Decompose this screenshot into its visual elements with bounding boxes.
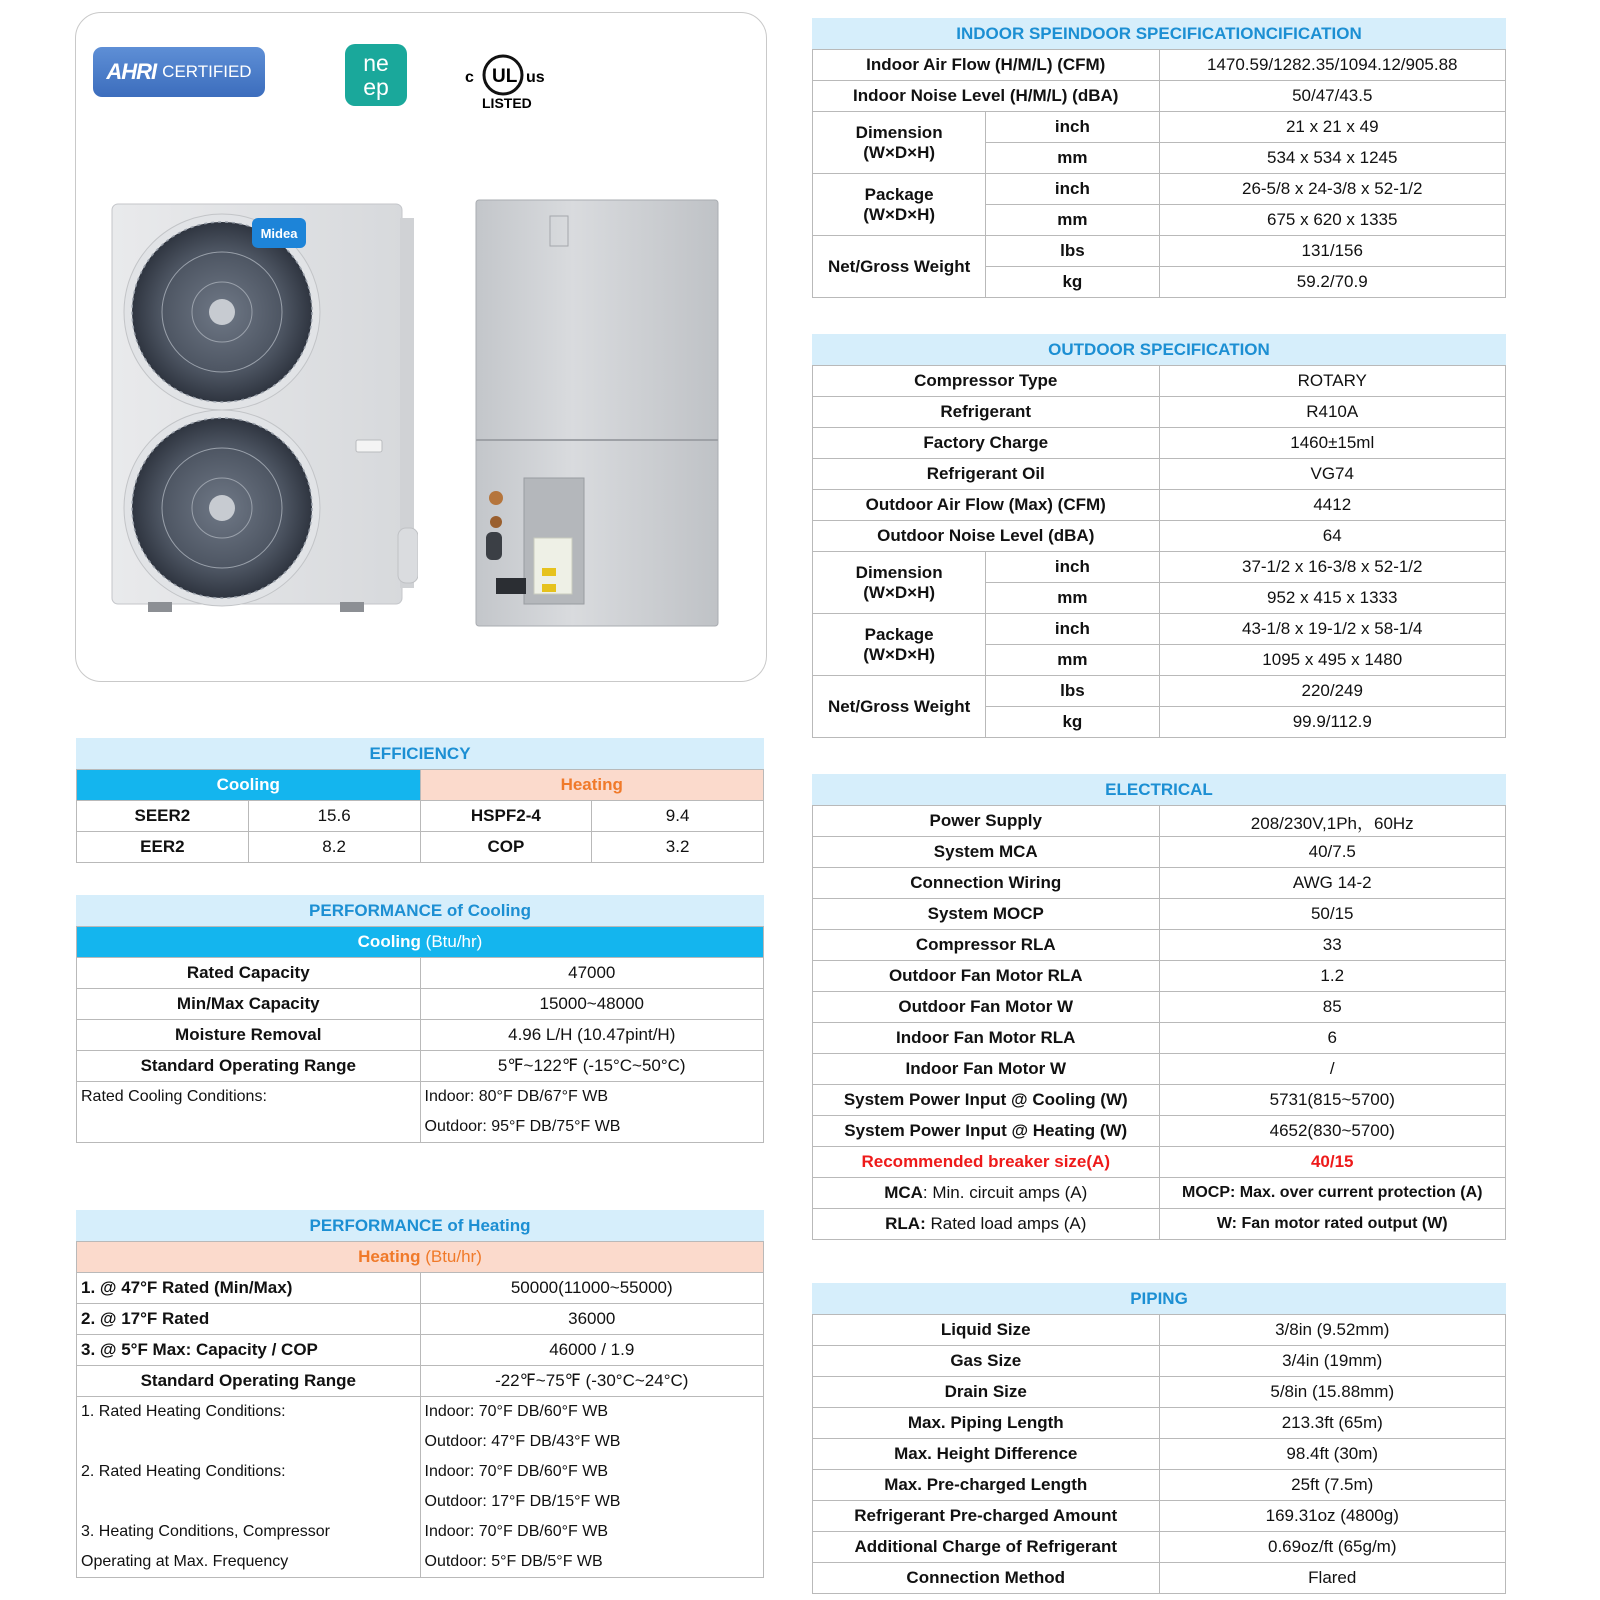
- table-row: Standard Operating Range -22℉~75℉ (-30°C~24°C): [77, 1366, 764, 1397]
- table-row: Connection Wiring AWG 14-2: [813, 868, 1506, 899]
- table-row: 3. @ 5°F Max: Capacity / COP 46000 / 1.9: [77, 1335, 764, 1366]
- table-row: Max. Pre-charged Length 25ft (7.5m): [813, 1470, 1506, 1501]
- table-row: Net/Gross Weight lbs 131/156: [813, 236, 1506, 267]
- table-row: Outdoor Air Flow (Max) (CFM) 4412: [813, 490, 1506, 521]
- piping-title: PIPING: [813, 1284, 1506, 1315]
- table-row: SEER2 15.6 HSPF2-4 9.4: [77, 801, 764, 832]
- table-row: Outdoor: 47°F DB/43°F WB: [77, 1427, 764, 1457]
- table-row: Power Supply 208/230V,1Ph，60Hz: [813, 806, 1506, 837]
- efficiency-table: [76, 738, 764, 863]
- table-row: System Power Input @ Cooling (W) 5731(815~5700): [813, 1085, 1506, 1116]
- indoor-unit-image: [472, 196, 724, 636]
- ul-listed-logo: [460, 44, 550, 110]
- table-row: Outdoor Noise Level (dBA) 64: [813, 521, 1506, 552]
- table-row: Outdoor Fan Motor W 85: [813, 992, 1506, 1023]
- piping-section: [812, 1283, 1506, 1594]
- table-row: Moisture Removal 4.96 L/H (10.47pint/H): [77, 1020, 764, 1051]
- table-row: Indoor Fan Motor RLA 6: [813, 1023, 1506, 1054]
- breaker-label: Recommended breaker size(A): [813, 1147, 1160, 1178]
- table-row: mm 952 x 415 x 1333: [813, 583, 1506, 614]
- electrical-table: [812, 774, 1506, 1240]
- table-row: Liquid Size 3/8in (9.52mm): [813, 1315, 1506, 1346]
- legend-row: RLA: Rated load amps (A) W: Fan motor rated output (W): [813, 1209, 1506, 1240]
- table-row: Max. Piping Length 213.3ft (65m): [813, 1408, 1506, 1439]
- table-row: Standard Operating Range 5℉~122℉ (-15°C~50°C): [77, 1051, 764, 1082]
- table-row: Additional Charge of Refrigerant 0.69oz/ft (65g/m): [813, 1532, 1506, 1563]
- table-row: Outdoor Fan Motor RLA 1.2: [813, 961, 1506, 992]
- table-row: Indoor Air Flow (H/M/L) (CFM) 1470.59/1282.35/1094.12/905.88: [813, 50, 1506, 81]
- table-row: Factory Charge 1460±15ml: [813, 428, 1506, 459]
- table-row: Package (W×D×H) inch 26-5/8 x 24-3/8 x 52-1/2: [813, 174, 1506, 205]
- breaker-row: [813, 1147, 1506, 1178]
- efficiency-section: [76, 738, 764, 863]
- brand-badge: Midea: [252, 218, 306, 248]
- svg-text:LISTED: LISTED: [482, 95, 532, 110]
- efficiency-title: EFFICIENCY: [77, 739, 764, 770]
- table-row: Refrigerant R410A: [813, 397, 1506, 428]
- table-row: Indoor Noise Level (H/M/L) (dBA) 50/47/43.5: [813, 81, 1506, 112]
- outdoor-specification-section: [812, 334, 1506, 738]
- table-row: System Power Input @ Heating (W) 4652(830~5700): [813, 1116, 1506, 1147]
- performance-heating-table: [76, 1210, 764, 1578]
- table-row: Outdoor: 95°F DB/75°F WB: [77, 1112, 764, 1143]
- indoor-specification-title: INDOOR SPEINDOOR SPECIFICATIONCIFICATION: [813, 19, 1506, 50]
- performance-cooling-title: PERFORMANCE of Cooling: [77, 896, 764, 927]
- svg-text:us: us: [526, 69, 545, 86]
- table-row: Compressor RLA 33: [813, 930, 1506, 961]
- table-row: Outdoor: 17°F DB/15°F WB: [77, 1487, 764, 1517]
- performance-heating-section: [76, 1210, 764, 1578]
- ahri-certified-logo: AHRI CERTIFIED: [93, 47, 265, 97]
- indoor-specification-table: [812, 18, 1506, 298]
- table-row: System MOCP 50/15: [813, 899, 1506, 930]
- table-row: EER2 8.2 COP 3.2: [77, 832, 764, 863]
- outdoor-specification-table: [812, 334, 1506, 738]
- table-row: Refrigerant Pre-charged Amount 169.31oz (4800g): [813, 1501, 1506, 1532]
- table-row: 2. @ 17°F Rated 36000: [77, 1304, 764, 1335]
- table-row: Gas Size 3/4in (19mm): [813, 1346, 1506, 1377]
- outdoor-specification-title: OUTDOOR SPECIFICATION: [813, 335, 1506, 366]
- heating-unit-header: Heating (Btu/hr): [77, 1242, 764, 1273]
- table-row: Max. Height Difference 98.4ft (30m): [813, 1439, 1506, 1470]
- table-row: mm 1095 x 495 x 1480: [813, 645, 1506, 676]
- table-row: Indoor Fan Motor W /: [813, 1054, 1506, 1085]
- performance-heating-title: PERFORMANCE of Heating: [77, 1211, 764, 1242]
- efficiency-heating-header: Heating: [420, 770, 764, 801]
- table-row: 1. @ 47°F Rated (Min/Max) 50000(11000~55000): [77, 1273, 764, 1304]
- table-row: Package (W×D×H) inch 43-1/8 x 19-1/2 x 58-1/4: [813, 614, 1506, 645]
- table-row: Rated Cooling Conditions: Indoor: 80°F DB/67°F WB: [77, 1082, 764, 1113]
- table-row: Drain Size 5/8in (15.88mm): [813, 1377, 1506, 1408]
- piping-table: [812, 1283, 1506, 1594]
- table-row: kg 59.2/70.9: [813, 267, 1506, 298]
- legend-row: MCA: Min. circuit amps (A) MOCP: Max. over current protection (A): [813, 1178, 1506, 1209]
- efficiency-cooling-header: Cooling: [77, 770, 421, 801]
- table-row: Dimension (W×D×H) inch 37-1/2 x 16-3/8 x 52-1/2: [813, 552, 1506, 583]
- table-row: 1. Rated Heating Conditions: Indoor: 70°F DB/60°F WB: [77, 1397, 764, 1428]
- electrical-title: ELECTRICAL: [813, 775, 1506, 806]
- table-row: Min/Max Capacity 15000~48000: [77, 989, 764, 1020]
- table-row: System MCA 40/7.5: [813, 837, 1506, 868]
- electrical-section: [812, 774, 1506, 1240]
- table-row: Rated Capacity 47000: [77, 958, 764, 989]
- table-row: Operating at Max. Frequency Outdoor: 5°F DB/5°F WB: [77, 1547, 764, 1578]
- table-row: Compressor Type ROTARY: [813, 366, 1506, 397]
- table-row: 2. Rated Heating Conditions: Indoor: 70°F DB/60°F WB: [77, 1457, 764, 1487]
- table-row: Refrigerant Oil VG74: [813, 459, 1506, 490]
- indoor-specification-section: [812, 18, 1506, 298]
- performance-cooling-section: [76, 895, 764, 1143]
- performance-cooling-table: [76, 895, 764, 1143]
- table-row: 3. Heating Conditions, Compressor Indoor: 70°F DB/60°F WB: [77, 1517, 764, 1547]
- table-row: kg 99.9/112.9: [813, 707, 1506, 738]
- svg-text:c: c: [465, 69, 474, 86]
- breaker-value: 40/15: [1159, 1147, 1506, 1178]
- table-row: mm 534 x 534 x 1245: [813, 143, 1506, 174]
- cooling-unit-header: Cooling (Btu/hr): [77, 927, 764, 958]
- svg-text:UL: UL: [492, 66, 518, 87]
- table-row: mm 675 x 620 x 1335: [813, 205, 1506, 236]
- outdoor-unit-image: [108, 198, 418, 628]
- neep-logo: ne ep: [345, 44, 407, 106]
- table-row: Dimension (W×D×H) inch 21 x 21 x 49: [813, 112, 1506, 143]
- table-row: Net/Gross Weight lbs 220/249: [813, 676, 1506, 707]
- table-row: Connection Method Flared: [813, 1563, 1506, 1594]
